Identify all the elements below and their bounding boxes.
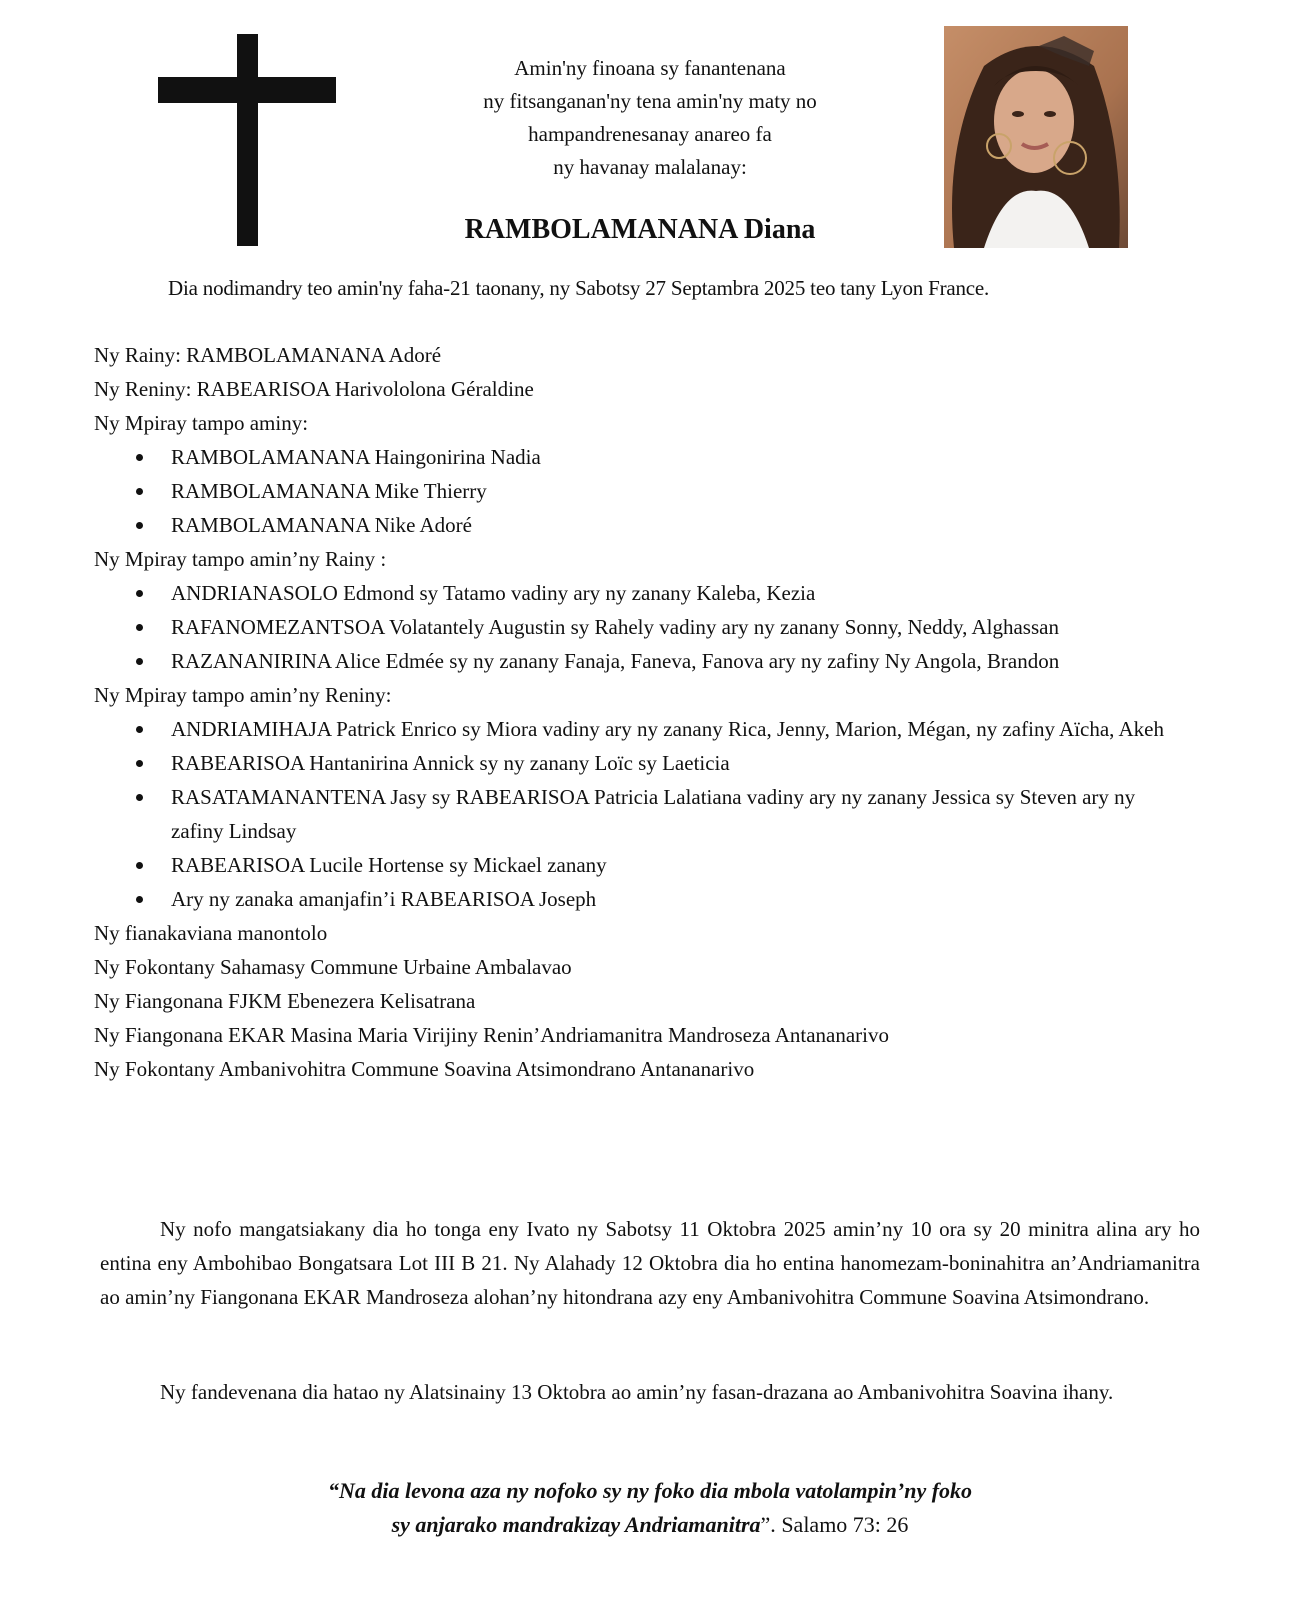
cross-vertical-bar (237, 34, 258, 246)
mother-line: Ny Reniny: RABEARISOA Harivololona Géraldine (94, 377, 534, 401)
verse-line-2-container (240, 1508, 1060, 1542)
verse-line-2: sy anjarako mandrakizay Andriamanitra (391, 1512, 761, 1537)
family-list (94, 338, 1204, 1086)
list-item: RAMBOLAMANANA Haingonirina Nadia (94, 440, 1191, 474)
list-item: Ary ny zanaka amanjafin’i RABEARISOA Joseph (94, 882, 1191, 916)
verse-reference: Salamo 73: 26 (781, 1512, 909, 1537)
verse-closing-quote: ”. (760, 1512, 782, 1537)
list-item: RAFANOMEZANTSOA Volatantely Augustin sy Rahely vadiny ary ny zanany Sonny, Neddy, Alghassan (94, 610, 1191, 644)
list-item: RABEARISOA Hantanirina Annick sy ny zanany Loïc sy Laeticia (94, 746, 1191, 780)
deceased-name: RAMBOLAMANANA Diana (464, 214, 816, 245)
siblings-heading: Ny Mpiray tampo aminy: (94, 411, 309, 435)
mother-siblings-heading: Ny Mpiray tampo amin’ny Reniny: (94, 683, 392, 707)
intro-line: Amin'ny finoana sy fanantenana (514, 56, 786, 80)
intro-text (400, 52, 900, 184)
arrival-paragraph: Ny nofo mangatsiakany dia ho tonga eny Ivato ny Sabotsy 11 Oktobra 2025 amin’ny 10 ora sy 20 minitra alina ary ho entina eny Ambohibao Bongatsara Lot III B 21. Ny Alahady 12 Oktobra dia ho entina hanomezam-boninahitra an’Andriamanitra ao amin’ny Fiangonana EKAR Mandroseza alohan’ny hitondrana azy eny Ambanivohitra Commune Soavina Atsimondrano. (100, 1217, 1200, 1309)
cross-horizontal-bar (158, 77, 336, 103)
father-line: Ny Rainy: RAMBOLAMANANA Adoré (94, 343, 442, 367)
intro-line: ny havanay malalanay: (553, 155, 747, 179)
death-notice: Dia nodimandry teo amin'ny faha-21 taonany, ny Sabotsy 27 Septambra 2025 teo tany Lyon France. (168, 276, 990, 300)
verse-line-1: “Na dia levona aza ny nofoko sy ny foko dia mbola vatolampin’ny foko (327, 1478, 973, 1503)
list-item: RAMBOLAMANANA Nike Adoré (94, 508, 1191, 542)
cross-icon (158, 34, 336, 246)
others-line: Ny fianakaviana manontolo (94, 921, 328, 945)
list-item: RASATAMANANTENA Jasy sy RABEARISOA Patricia Lalatiana vadiny ary ny zanany Jessica sy Steven ary ny zafiny Lindsay (94, 780, 1191, 848)
bible-verse (240, 1474, 1060, 1542)
list-item: RAMBOLAMANANA Mike Thierry (94, 474, 1191, 508)
father-siblings-heading: Ny Mpiray tampo amin’ny Rainy : (94, 547, 387, 571)
list-item: ANDRIAMIHAJA Patrick Enrico sy Miora vadiny ary ny zanany Rica, Jenny, Marion, Mégan, ny zafiny Aïcha, Akeh (94, 712, 1191, 746)
portrait-image (944, 26, 1128, 248)
list-item: ANDRIANASOLO Edmond sy Tatamo vadiny ary ny zanany Kaleba, Kezia (94, 576, 1191, 610)
others-line: Ny Fiangonana FJKM Ebenezera Kelisatrana (94, 989, 476, 1013)
others-line: Ny Fiangonana EKAR Masina Maria Virijiny Renin’Andriamanitra Mandroseza Antananarivo (94, 1023, 889, 1047)
others-line: Ny Fokontany Ambanivohitra Commune Soavina Atsimondrano Antananarivo (94, 1057, 755, 1081)
intro-line: ny fitsanganan'ny tena amin'ny maty no (483, 89, 817, 113)
portrait-photo (944, 26, 1128, 248)
list-item: RAZANANIRINA Alice Edmée sy ny zanany Fanaja, Faneva, Fanova ary ny zafiny Ny Angola, Brandon (94, 644, 1191, 678)
intro-line: hampandrenesanay anareo fa (528, 122, 772, 146)
burial-paragraph: Ny fandevenana dia hatao ny Alatsinainy 13 Oktobra ao amin’ny fasan-drazana ao Ambanivohitra Soavina ihany. (160, 1380, 1114, 1404)
others-line: Ny Fokontany Sahamasy Commune Urbaine Ambalavao (94, 955, 572, 979)
list-item: RABEARISOA Lucile Hortense sy Mickael zanany (94, 848, 1191, 882)
